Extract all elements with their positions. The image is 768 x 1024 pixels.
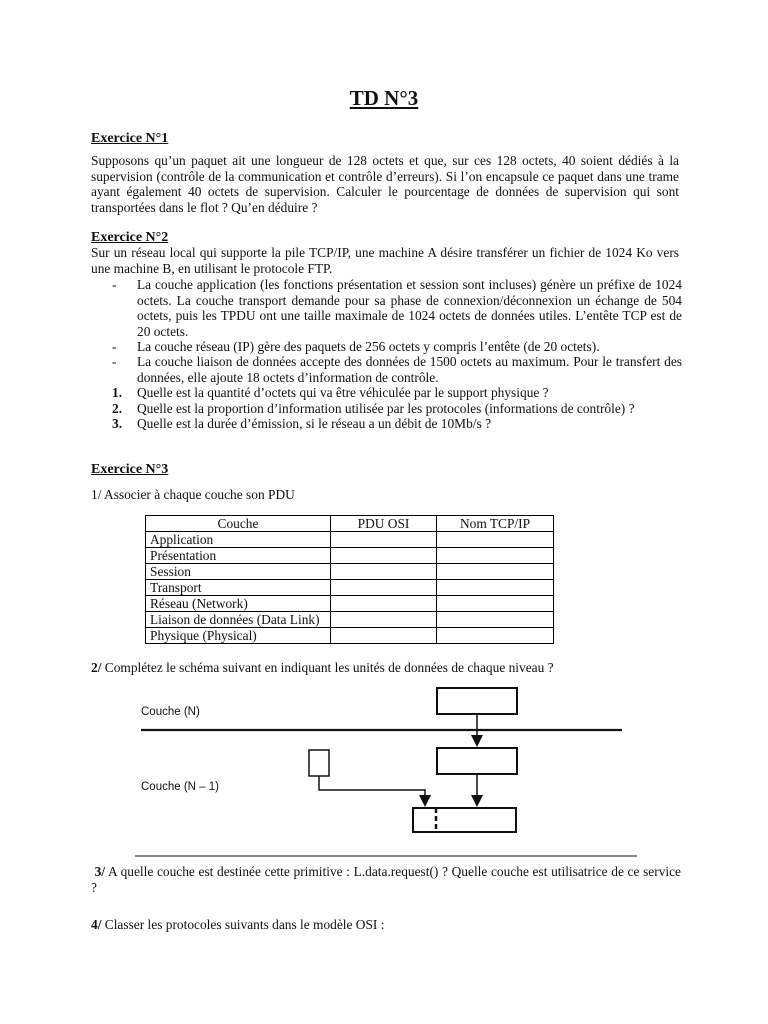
- exercise-1-text: Supposons qu’un paquet ait une longueur de 128 octets et que, sur ces 128 octets, 40 soient dédiés à la supervision (contrôle de la communication et contrôle d’erreurs). Si l’on encapsule ce paquet dans une trame ayant également 40 octets de supervision. Calculer le pourcentage de données de supervision qui sont transportées dans le flot ? Qu’en déduire ?: [91, 153, 679, 215]
- question-text: Quelle est la durée d’émission, si le réseau a un débit de 10Mb/s ?: [137, 416, 492, 431]
- tcpip-name-cell: [437, 564, 554, 580]
- question-text: Classer les protocoles suivants dans le modèle OSI :: [104, 917, 385, 932]
- exercise-3-question-2: [91, 660, 554, 676]
- arrow-header-icon: [319, 776, 425, 804]
- pdu-osi-cell: [331, 532, 437, 548]
- bullet-mark: -: [112, 354, 117, 369]
- label-layer-n: Couche (N): [141, 706, 200, 718]
- question-text: A quelle couche est destinée cette primitive : L.data.request() ? Quelle couche est utilisatrice de ce service ?: [91, 864, 681, 895]
- exercise-3-heading: Exercice N°3: [91, 462, 169, 477]
- exercise-3-question-4: [91, 917, 384, 933]
- sdu-box: [437, 748, 517, 774]
- table-row: [146, 532, 554, 548]
- pdu-osi-cell: [331, 580, 437, 596]
- question-number: 1.: [112, 385, 123, 400]
- table-row: [146, 628, 554, 644]
- pdu-table: [145, 515, 554, 644]
- table-header: Nom TCP/IP: [437, 516, 554, 532]
- pdu-osi-cell: [331, 596, 437, 612]
- tcpip-name-cell: [437, 612, 554, 628]
- tcpip-name-cell: [437, 532, 554, 548]
- question-number: 3.: [112, 416, 123, 431]
- bullet-text: La couche liaison de données accepte des données de 1500 octets au maximum. Pour le transfert des données, elle ajoute 18 octets d’information de contrôle.: [137, 354, 682, 385]
- page-title: TD N°3: [349, 86, 419, 110]
- layer-cell: Réseau (Network): [146, 596, 331, 612]
- question-number: 3/: [94, 864, 106, 879]
- pdu-osi-cell: [331, 564, 437, 580]
- pdu-box-n: [437, 688, 517, 714]
- bullet-text: La couche réseau (IP) gère des paquets de 256 octets y compris l’entête (de 20 octets).: [137, 339, 600, 354]
- table-row: [146, 580, 554, 596]
- layer-cell: Liaison de données (Data Link): [146, 612, 331, 628]
- question-text: Quelle est la proportion d’information utilisée par les protocoles (informations de contrôle) ?: [137, 401, 635, 416]
- exercise-3-question-3: [91, 864, 681, 895]
- tcpip-name-cell: [437, 580, 554, 596]
- bullet-mark: -: [112, 339, 117, 354]
- question-number: 4/: [91, 917, 102, 932]
- tcpip-name-cell: [437, 628, 554, 644]
- exercise-3-question-1: 1/ Associer à chaque couche son PDU: [91, 487, 295, 502]
- tcpip-name-cell: [437, 548, 554, 564]
- layer-cell: Session: [146, 564, 331, 580]
- label-layer-n-minus-1: Couche (N – 1): [141, 781, 219, 793]
- layer-cell: Application: [146, 532, 331, 548]
- pdu-osi-cell: [331, 612, 437, 628]
- question-number: 2.: [112, 401, 123, 416]
- pdu-osi-cell: [331, 628, 437, 644]
- bullet-mark: -: [112, 277, 117, 292]
- table-header: PDU OSI: [331, 516, 437, 532]
- encapsulation-diagram: [0, 680, 768, 870]
- pdu-box-n-minus-1: [413, 808, 516, 832]
- layer-cell: Physique (Physical): [146, 628, 331, 644]
- table-row: [146, 596, 554, 612]
- header-box: [309, 750, 329, 776]
- layer-cell: Présentation: [146, 548, 331, 564]
- question-text: Complétez le schéma suivant en indiquant les unités de données de chaque niveau ?: [104, 660, 554, 675]
- table-row: [146, 612, 554, 628]
- question-number: 2/: [91, 660, 102, 675]
- bullet-text: La couche application (les fonctions présentation et session sont incluses) génère un préfixe de 1024 octets. La couche transport demande pour sa phase de connexion/déconnexion un échange de 504 octets, puis les TPDU ont une taille maximale de 1024 octets de données utiles. L’entête TCP est de 20 octets.: [137, 277, 682, 339]
- table-header-row: [146, 516, 554, 532]
- exercise-1-heading: Exercice N°1: [91, 131, 169, 146]
- table-row: [146, 564, 554, 580]
- exercise-2-intro: Sur un réseau local qui supporte la pile TCP/IP, une machine A désire transférer un fichier de 1024 Ko vers une machine B, en utilisant le protocole FTP.: [91, 245, 679, 276]
- exercise-2-heading: Exercice N°2: [91, 230, 169, 245]
- tcpip-name-cell: [437, 596, 554, 612]
- layer-cell: Transport: [146, 580, 331, 596]
- question-text: Quelle est la quantité d’octets qui va être véhiculée par le support physique ?: [137, 385, 549, 400]
- pdu-osi-cell: [331, 548, 437, 564]
- table-row: [146, 548, 554, 564]
- table-header: Couche: [146, 516, 331, 532]
